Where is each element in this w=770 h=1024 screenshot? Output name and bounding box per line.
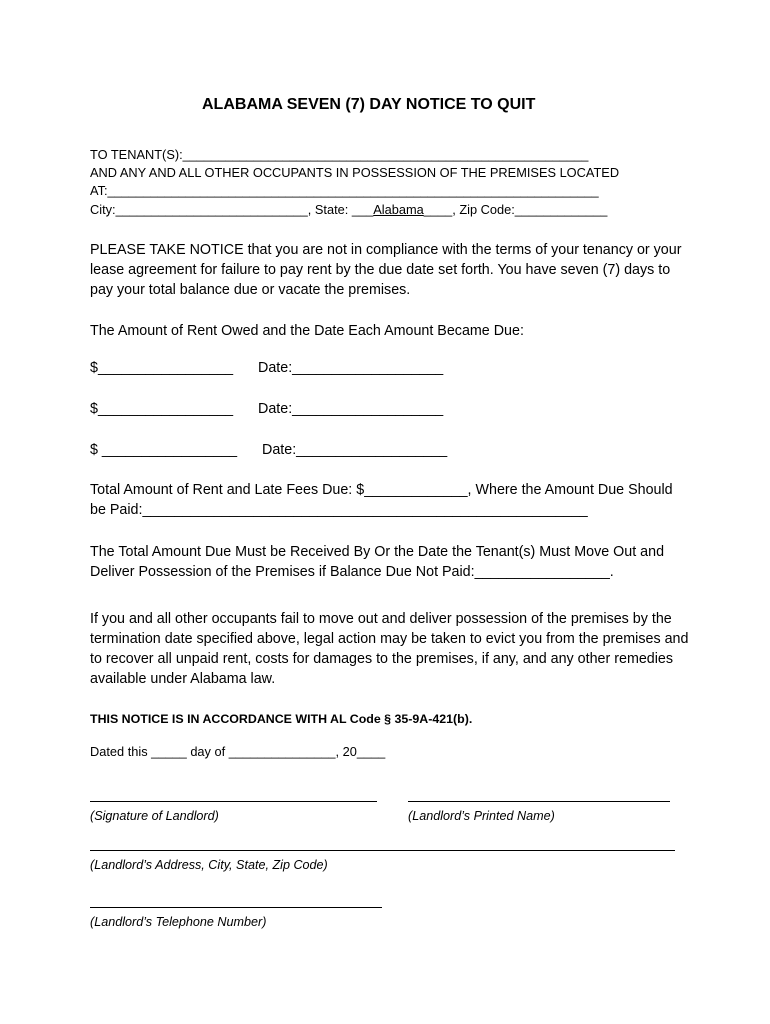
landlord-signature-label: (Signature of Landlord)	[90, 809, 219, 823]
rent-amount-field[interactable]: $_________________	[90, 360, 234, 376]
dated-line-field[interactable]: Dated this _____ day of _______________, 20____	[90, 744, 386, 759]
city-field[interactable]: City:___________________________, State: ___	[90, 202, 374, 217]
rent-owed-heading: The Amount of Rent Owed and the Date Each Amount Became Due:	[90, 323, 524, 339]
deadline-paragraph: The Total Amount Due Must be Received By Or the Date the Tenant(s) Must Move Out and Deliver Possession of the Premises if Balance Due Not Paid:_________________.	[90, 544, 665, 580]
rent-amount-field[interactable]: $_________________	[90, 401, 234, 417]
state-value: Alabama	[373, 202, 424, 217]
zip-code-field[interactable]: ____, Zip Code:_____________	[423, 202, 608, 217]
landlord-signature-line[interactable]	[90, 801, 377, 802]
city-state-zip-line	[90, 201, 607, 218]
tenant-field[interactable]: TO TENANT(S):_________________________________________________________	[90, 147, 589, 162]
rent-amount-field[interactable]: $ _________________	[90, 442, 238, 458]
landlord-phone-line[interactable]	[90, 907, 382, 908]
premises-address-field[interactable]: AT:_____________________________________________________________________	[90, 183, 599, 198]
accordance-statement: THIS NOTICE IS IN ACCORDANCE WITH AL Code § 35-9A-421(b).	[90, 712, 473, 726]
notice-paragraph: PLEASE TAKE NOTICE that you are not in compliance with the terms of your tenancy or your lease agreement for failure to pay rent by the due date set forth. You have seven (7) days to pay your total balance due or vacate the premises.	[90, 242, 682, 298]
page-title: ALABAMA SEVEN (7) DAY NOTICE TO QUIT	[202, 96, 536, 113]
rent-date-field[interactable]: Date:___________________	[258, 360, 444, 376]
rent-date-field[interactable]: Date:___________________	[262, 442, 448, 458]
landlord-address-line[interactable]	[90, 850, 675, 851]
landlord-printed-name-line[interactable]	[408, 801, 670, 802]
legal-action-paragraph: If you and all other occupants fail to move out and deliver possession of the premises by the termination date specified above, legal action may be taken to evict you from the premises and to recover all unpaid rent, costs for damages to the premises, if any, and any other remedies available under Alabama law.	[90, 611, 689, 687]
occupants-text: AND ANY AND ALL OTHER OCCUPANTS IN POSSESSION OF THE PREMISES LOCATED	[90, 165, 620, 180]
landlord-printed-name-label: (Landlord’s Printed Name)	[408, 809, 555, 823]
landlord-address-label: (Landlord’s Address, City, State, Zip Code)	[90, 858, 328, 872]
rent-date-field[interactable]: Date:___________________	[258, 401, 444, 417]
total-due-paragraph: Total Amount of Rent and Late Fees Due: $_____________, Where the Amount Due Should be Paid:________________________________________________________	[90, 482, 673, 518]
landlord-phone-label: (Landlord’s Telephone Number)	[90, 915, 267, 929]
